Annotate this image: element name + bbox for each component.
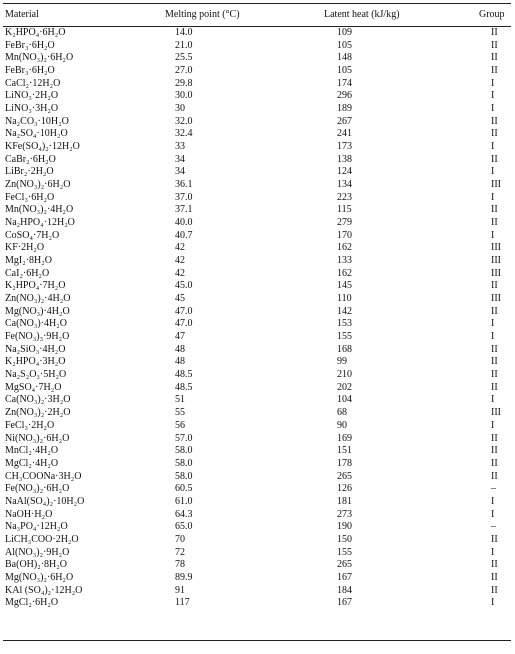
latent-heat-cell: 138 xyxy=(337,153,352,165)
material-cell: Zn(NO₃)₂·6H₂O xyxy=(5,179,71,191)
table-row xyxy=(0,471,515,484)
melting-point-cell: 58.0 xyxy=(175,470,193,482)
latent-heat-cell: 124 xyxy=(337,166,352,178)
table-row xyxy=(0,65,515,78)
melting-point-cell: 14.0 xyxy=(175,27,193,38)
table-row xyxy=(0,90,515,103)
group-cell: I xyxy=(491,90,495,102)
group-cell: I xyxy=(491,103,495,115)
material-cell: Na₂SiO₃·4H₂O xyxy=(5,343,66,355)
table-row xyxy=(0,356,515,369)
latent-heat-cell: 279 xyxy=(337,217,352,229)
table-row xyxy=(0,597,515,610)
material-cell: MnCl₂·4H₂O xyxy=(5,445,59,457)
table-row xyxy=(0,103,515,116)
table-row xyxy=(0,166,515,179)
material-cell: Mg(NO₃)·4H₂O xyxy=(5,305,70,317)
material-cell: MgCl₂·6H₂O xyxy=(5,597,59,609)
material-cell: Na₂SO₄·10H₂O xyxy=(5,128,68,140)
melting-point-cell: 25.5 xyxy=(175,52,193,64)
table-row xyxy=(0,509,515,522)
melting-point-cell: 27.0 xyxy=(175,65,193,77)
bottom-rule xyxy=(3,640,511,641)
latent-heat-cell: 105 xyxy=(337,39,352,51)
latent-heat-cell: 133 xyxy=(337,255,352,267)
material-cell: Mg(NO₃)₂·6H₂O xyxy=(5,571,74,583)
table-row xyxy=(0,534,515,547)
group-cell: I xyxy=(491,141,495,153)
table-row xyxy=(0,78,515,91)
melting-point-cell: 36.1 xyxy=(175,179,193,191)
table-row xyxy=(0,585,515,598)
table-row xyxy=(0,496,515,509)
table-row xyxy=(0,141,515,154)
latent-heat-cell: 90 xyxy=(337,419,347,431)
latent-heat-cell: 181 xyxy=(337,495,352,507)
latent-heat-cell: 150 xyxy=(337,533,352,545)
melting-point-cell: 45.0 xyxy=(175,280,193,292)
table-row xyxy=(0,179,515,192)
material-cell: LiBr₂·2H₂O xyxy=(5,166,54,178)
table-row xyxy=(0,26,515,40)
table-row xyxy=(0,318,515,331)
material-cell: Na₂HPO₄·12H₂O xyxy=(5,217,75,229)
group-cell: II xyxy=(491,457,498,469)
group-cell: – xyxy=(491,521,496,533)
group-cell: II xyxy=(491,445,498,457)
latent-heat-cell: 168 xyxy=(337,343,352,355)
melting-point-cell: 37.1 xyxy=(175,204,193,216)
group-cell: II xyxy=(491,584,498,596)
group-cell: II xyxy=(491,153,498,165)
group-cell: I xyxy=(491,166,495,178)
melting-point-cell: 57.0 xyxy=(175,432,193,444)
table-body xyxy=(0,26,515,610)
melting-point-cell: 37.0 xyxy=(175,191,193,203)
table-row xyxy=(0,445,515,458)
material-cell: NaAl(SO₄)₂·10H₂O xyxy=(5,495,85,507)
group-cell: II xyxy=(491,115,498,127)
table-row xyxy=(0,242,515,255)
latent-heat-cell: 151 xyxy=(337,445,352,457)
latent-heat-cell: 223 xyxy=(337,191,352,203)
melting-point-cell: 55 xyxy=(175,407,185,419)
table-row xyxy=(0,369,515,382)
melting-point-cell: 48 xyxy=(175,343,185,355)
melting-point-cell: 58.0 xyxy=(175,445,193,457)
melting-point-cell: 42 xyxy=(175,255,185,267)
latent-heat-cell: 202 xyxy=(337,381,352,393)
table-row xyxy=(0,559,515,572)
group-cell: II xyxy=(491,343,498,355)
latent-heat-cell: 184 xyxy=(337,584,352,596)
melting-point-cell: 78 xyxy=(175,559,185,571)
melting-point-cell: 89.9 xyxy=(175,571,193,583)
melting-point-cell: 21.0 xyxy=(175,39,193,51)
group-cell: I xyxy=(491,318,495,330)
material-cell: Ca(NO₃)₂·3H₂O xyxy=(5,394,71,406)
group-cell: II xyxy=(491,39,498,51)
group-cell: I xyxy=(491,331,495,343)
table-row xyxy=(0,255,515,268)
table-row xyxy=(0,433,515,446)
material-cell: CaI₂·6H₂O xyxy=(5,267,50,279)
group-cell: II xyxy=(491,204,498,216)
pcm-table xyxy=(0,5,515,610)
table-row xyxy=(0,407,515,420)
group-cell: II xyxy=(491,356,498,368)
melting-point-cell: 60.5 xyxy=(175,483,193,495)
table-row xyxy=(0,344,515,357)
melting-point-cell: 34 xyxy=(175,166,185,178)
group-cell: II xyxy=(491,381,498,393)
melting-point-cell: 29.8 xyxy=(175,77,193,89)
table-row xyxy=(0,217,515,230)
melting-point-cell: 64.3 xyxy=(175,508,193,520)
melting-point-cell: 30.0 xyxy=(175,90,193,102)
melting-point-cell: 65.0 xyxy=(175,521,193,533)
group-cell: II xyxy=(491,217,498,229)
latent-heat-cell: 115 xyxy=(337,204,352,216)
table-row xyxy=(0,394,515,407)
material-cell: KFe(SO₄)₂·12H₂O xyxy=(5,141,80,153)
material-cell: LiCH₃COO·2H₂O xyxy=(5,533,79,545)
melting-point-cell: 48 xyxy=(175,356,185,368)
latent-heat-cell: 126 xyxy=(337,483,352,495)
group-cell: I xyxy=(491,77,495,89)
table-row xyxy=(0,547,515,560)
top-rule xyxy=(3,3,511,4)
material-cell: LiNO₃·3H₂O xyxy=(5,103,59,115)
material-cell: Ca(NO₃)·4H₂O xyxy=(5,318,67,330)
group-cell: I xyxy=(491,191,495,203)
group-cell: II xyxy=(491,369,498,381)
table-row xyxy=(0,128,515,141)
latent-heat-cell: 162 xyxy=(337,242,352,254)
group-cell: I xyxy=(491,508,495,520)
group-cell: III xyxy=(491,255,501,267)
latent-heat-cell: 142 xyxy=(337,305,352,317)
group-cell: II xyxy=(491,559,498,571)
table-row xyxy=(0,293,515,306)
material-cell: Na₂CO₃·10H₂O xyxy=(5,115,69,127)
latent-heat-cell: 174 xyxy=(337,77,352,89)
group-cell: II xyxy=(491,432,498,444)
material-cell: FeBr₃·6H₂O xyxy=(5,39,55,51)
material-cell: MgSO₄·7H₂O xyxy=(5,381,62,393)
table-row xyxy=(0,230,515,243)
melting-point-cell: 45 xyxy=(175,293,185,305)
material-cell: Ba(OH)₂·8H₂O xyxy=(5,559,67,571)
latent-heat-cell: 109 xyxy=(337,27,352,38)
latent-heat-cell: 265 xyxy=(337,559,352,571)
latent-heat-cell: 104 xyxy=(337,394,352,406)
material-cell: Fe(NO₃)₂·6H₂O xyxy=(5,483,70,495)
table-header xyxy=(0,5,515,26)
latent-heat-cell: 155 xyxy=(337,331,352,343)
melting-point-cell: 58.0 xyxy=(175,457,193,469)
melting-point-cell: 47 xyxy=(175,331,185,343)
group-cell: III xyxy=(491,242,501,254)
header-latent-heat: Latent heat (kJ/kg) xyxy=(324,9,400,20)
group-cell: II xyxy=(491,280,498,292)
material-cell: Mn(NO₃)₂·6H₂O xyxy=(5,52,74,64)
group-cell: II xyxy=(491,65,498,77)
material-cell: Zn(NO₃)₂·4H₂O xyxy=(5,293,71,305)
material-cell: CH₃COONa·3H₂O xyxy=(5,470,82,482)
group-cell: II xyxy=(491,27,498,38)
table-row xyxy=(0,572,515,585)
header-row xyxy=(0,5,515,26)
table-row xyxy=(0,154,515,167)
latent-heat-cell: 173 xyxy=(337,141,352,153)
material-cell: Fe(NO₃)₃·9H₂O xyxy=(5,331,70,343)
latent-heat-cell: 110 xyxy=(337,293,352,305)
group-cell: II xyxy=(491,533,498,545)
table-row xyxy=(0,52,515,65)
material-cell: FeCl₃·6H₂O xyxy=(5,191,55,203)
table-row xyxy=(0,268,515,281)
material-cell: CaCl₂·12H₂O xyxy=(5,77,61,89)
latent-heat-cell: 178 xyxy=(337,457,352,469)
material-cell: Mn(NO₃)₂·4H₂O xyxy=(5,204,74,216)
material-cell: FeBr₃·6H₂O xyxy=(5,65,55,77)
table-row xyxy=(0,521,515,534)
latent-heat-cell: 155 xyxy=(337,546,352,558)
material-cell: Na₂S₂O₃·5H₂O xyxy=(5,369,67,381)
group-cell: II xyxy=(491,305,498,317)
melting-point-cell: 48.5 xyxy=(175,381,193,393)
latent-heat-cell: 153 xyxy=(337,318,352,330)
group-cell: II xyxy=(491,571,498,583)
melting-point-cell: 42 xyxy=(175,242,185,254)
melting-point-cell: 91 xyxy=(175,584,185,596)
table-row xyxy=(0,40,515,53)
latent-heat-cell: 210 xyxy=(337,369,352,381)
group-cell: III xyxy=(491,179,501,191)
melting-point-cell: 47.0 xyxy=(175,318,193,330)
table-row xyxy=(0,192,515,205)
group-cell: II xyxy=(491,470,498,482)
table-row xyxy=(0,331,515,344)
material-cell: Ni(NO₃)₂·6H₂O xyxy=(5,432,70,444)
material-cell: K₂HPO₄·6H₂O xyxy=(5,27,66,38)
melting-point-cell: 32.4 xyxy=(175,128,193,140)
group-cell: I xyxy=(491,394,495,406)
table-row xyxy=(0,420,515,433)
melting-point-cell: 48.5 xyxy=(175,369,193,381)
group-cell: – xyxy=(491,483,496,495)
latent-heat-cell: 145 xyxy=(337,280,352,292)
group-cell: II xyxy=(491,128,498,140)
group-cell: III xyxy=(491,407,501,419)
material-cell: NaOH·H₂O xyxy=(5,508,53,520)
table-row xyxy=(0,116,515,129)
melting-point-cell: 30 xyxy=(175,103,185,115)
latent-heat-cell: 134 xyxy=(337,179,352,191)
material-cell: MgI₂·8H₂O xyxy=(5,255,52,267)
table-row xyxy=(0,382,515,395)
melting-point-cell: 56 xyxy=(175,419,185,431)
latent-heat-cell: 169 xyxy=(337,432,352,444)
header-material: Material xyxy=(5,9,39,20)
latent-heat-cell: 105 xyxy=(337,65,352,77)
latent-heat-cell: 190 xyxy=(337,521,352,533)
table-row xyxy=(0,458,515,471)
material-cell: LiNO₃·2H₂O xyxy=(5,90,59,102)
header-melting-point: Melting point (°C) xyxy=(165,9,240,20)
melting-point-cell: 40.0 xyxy=(175,217,193,229)
table-row xyxy=(0,204,515,217)
latent-heat-cell: 265 xyxy=(337,470,352,482)
latent-heat-cell: 189 xyxy=(337,103,352,115)
table-row xyxy=(0,280,515,293)
material-cell: KAl (SO₄)₂·12H₂O xyxy=(5,584,83,596)
latent-heat-cell: 170 xyxy=(337,229,352,241)
material-cell: Na₃PO₄·12H₂O xyxy=(5,521,68,533)
melting-point-cell: 47.0 xyxy=(175,305,193,317)
latent-heat-cell: 167 xyxy=(337,571,352,583)
material-cell: FeCl₃·2H₂O xyxy=(5,419,55,431)
melting-point-cell: 42 xyxy=(175,267,185,279)
group-cell: I xyxy=(491,229,495,241)
melting-point-cell: 34 xyxy=(175,153,185,165)
material-cell: K₂HPO₄·3H₂O xyxy=(5,356,66,368)
group-cell: I xyxy=(491,597,495,609)
melting-point-cell: 32.0 xyxy=(175,115,193,127)
group-cell: I xyxy=(491,495,495,507)
group-cell: I xyxy=(491,546,495,558)
material-cell: CoSO₄·7H₂O xyxy=(5,229,60,241)
table-row xyxy=(0,483,515,496)
material-cell: Al(NO₃)₂·9H₂O xyxy=(5,546,70,558)
melting-point-cell: 70 xyxy=(175,533,185,545)
melting-point-cell: 61.0 xyxy=(175,495,193,507)
melting-point-cell: 33 xyxy=(175,141,185,153)
material-cell: CaBr₂·6H₂O xyxy=(5,153,56,165)
table-row xyxy=(0,306,515,319)
latent-heat-cell: 273 xyxy=(337,508,352,520)
latent-heat-cell: 148 xyxy=(337,52,352,64)
header-group: Group xyxy=(479,9,505,20)
melting-point-cell: 72 xyxy=(175,546,185,558)
melting-point-cell: 117 xyxy=(175,597,190,609)
group-cell: III xyxy=(491,293,501,305)
group-cell: II xyxy=(491,52,498,64)
latent-heat-cell: 167 xyxy=(337,597,352,609)
group-cell: I xyxy=(491,419,495,431)
melting-point-cell: 51 xyxy=(175,394,185,406)
material-cell: Zn(NO₃)₂·2H₂O xyxy=(5,407,71,419)
latent-heat-cell: 162 xyxy=(337,267,352,279)
latent-heat-cell: 267 xyxy=(337,115,352,127)
latent-heat-cell: 99 xyxy=(337,356,347,368)
melting-point-cell: 40.7 xyxy=(175,229,193,241)
material-cell: KF·2H₂O xyxy=(5,242,45,254)
latent-heat-cell: 296 xyxy=(337,90,352,102)
material-cell: K₂HPO₄·7H₂O xyxy=(5,280,66,292)
material-cell: MgCl₂·4H₂O xyxy=(5,457,59,469)
group-cell: III xyxy=(491,267,501,279)
latent-heat-cell: 241 xyxy=(337,128,352,140)
latent-heat-cell: 68 xyxy=(337,407,347,419)
